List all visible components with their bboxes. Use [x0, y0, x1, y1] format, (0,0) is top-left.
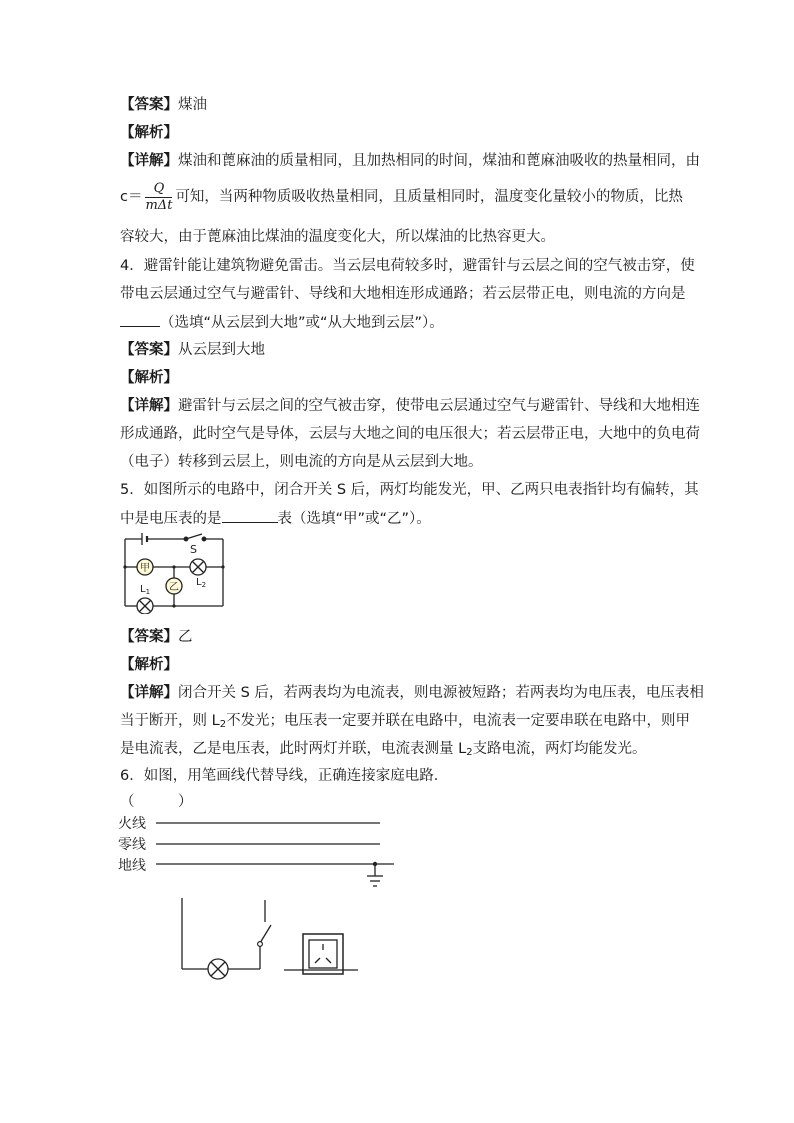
answer-text: 从云层到大地	[178, 342, 265, 358]
question-text: 表（选填“甲”或“乙”）。	[277, 511, 431, 527]
q5-detail-line-2	[120, 711, 690, 735]
q4-stem-line-2	[120, 284, 686, 304]
q4-detail-line-3	[120, 452, 483, 472]
detail-text: 可知，当两种物质吸收热量相同，且质量相同时，温度变化量较小的物质，比热	[175, 189, 683, 205]
q3-detail-line-3	[120, 227, 555, 247]
meter-yi-label: 乙	[169, 582, 179, 593]
q6-stem-line-1	[120, 766, 448, 786]
q5-answer-line	[120, 627, 193, 647]
q4-analysis-tag	[120, 368, 178, 388]
answer-text: 乙	[178, 629, 193, 645]
detail-tag: 【详解】	[120, 153, 178, 169]
answer-blank	[120, 312, 160, 327]
switch-contact	[258, 942, 263, 947]
q3-answer-line	[120, 95, 207, 115]
q5-detail-line-1	[120, 683, 704, 703]
q4-stem-line-1	[120, 256, 695, 276]
detail-text: 容较大，由于蓖麻油比煤油的温度变化大，所以煤油的比热容更大。	[120, 229, 555, 245]
live-wire-label: 火线	[118, 816, 146, 832]
answer-blank	[222, 508, 278, 523]
formula-fraction	[145, 181, 172, 214]
lamp-l1-label: $L_1$	[140, 584, 151, 596]
q3-analysis-tag	[120, 123, 178, 143]
question-text: 5．如图所示的电路中，闭合开关 S 后，两灯均能发光，甲、乙两只电表指针均有偏转，其	[120, 482, 699, 498]
analysis-tag: 【解析】	[120, 657, 178, 673]
detail-tag: 【详解】	[120, 685, 178, 701]
q6-household-circuit-diagram	[116, 810, 406, 990]
analysis-tag: 【解析】	[120, 125, 178, 141]
answer-tag: 【答案】	[120, 629, 178, 645]
q4-answer-line	[120, 340, 265, 360]
question-text: 4．避雷针能让建筑物避免雷击。当云层电荷较多时，避雷针与云层之间的空气被击穿，使	[120, 258, 695, 274]
q5-detail-line-3	[120, 739, 647, 763]
q5-circuit-diagram	[118, 532, 230, 614]
detail-text: （电子）转移到云层上，则电流的方向是从云层到大地。	[120, 454, 483, 470]
formula-c: c＝	[120, 189, 143, 205]
answer-tag: 【答案】	[120, 97, 178, 113]
detail-tag: 【详解】	[120, 398, 178, 414]
detail-text: 不发光；电压表一定要并联在电路中，电流表一定要串联在电路中，则甲	[226, 713, 691, 729]
ground-wire-label: 地线	[118, 858, 146, 874]
formula-numerator: Q	[145, 181, 172, 198]
q3-detail-line-1	[120, 151, 700, 171]
detail-text: 支路电流，两灯均能发光。	[472, 741, 647, 757]
answer-bracket: （ ）	[120, 794, 193, 810]
ground-junction-dot	[373, 862, 377, 866]
q5-stem-line-2	[120, 508, 431, 529]
lamp-l2-label: $L_2$	[196, 577, 207, 589]
q3-detail-line-2	[120, 180, 683, 214]
meter-jia-label: 甲	[140, 563, 150, 574]
q4-detail-line-1	[120, 396, 700, 416]
detail-text: 避雷针与云层之间的空气被击穿，使带电云层通过空气与避雷针、导线和大地相连	[178, 398, 700, 414]
answer-text: 煤油	[178, 97, 207, 113]
detail-text: 煤油和蓖麻油的质量相同，且加热相同的时间，煤油和蓖麻油吸收的热量相同，由	[178, 153, 700, 169]
q4-stem-line-3	[120, 312, 444, 333]
detail-text: 是电流表，乙是电压表，此时两灯并联，电流表测量 L	[120, 741, 467, 757]
q5-stem-line-1	[120, 480, 699, 500]
neutral-wire-label: 零线	[118, 837, 146, 853]
switch-blade	[186, 534, 202, 539]
q4-detail-line-2	[120, 424, 700, 444]
q5-analysis-tag	[120, 655, 178, 675]
formula-denominator: mΔt	[145, 197, 173, 213]
detail-text: 当于断开，则 L	[120, 713, 220, 729]
switch-blade	[260, 925, 271, 943]
question-text: 中是电压表的是	[120, 511, 222, 527]
detail-text: 形成通路，此时空气是导体，云层与大地之间的电压很大；若云层带正电，大地中的负电荷	[120, 426, 700, 442]
detail-text: 闭合开关 S 后，若两表均为电流表，则电源被短路；若两表均为电压表，电压表相	[178, 685, 704, 701]
question-text: 带电云层通过空气与避雷针、导线和大地相连形成通路；若云层带正电，则电流的方向是	[120, 286, 686, 302]
answer-tag: 【答案】	[120, 342, 178, 358]
subscript: 2	[466, 747, 473, 758]
switch-label: S	[190, 543, 197, 556]
question-text: 6．如图，用笔画线代替导线，正确连接家庭电路．	[120, 768, 449, 784]
question-text: （选填“从云层到大地”或“从大地到云层”）。	[160, 315, 444, 331]
analysis-tag: 【解析】	[120, 370, 178, 386]
q6-bracket	[120, 792, 193, 812]
subscript: 2	[219, 719, 227, 730]
